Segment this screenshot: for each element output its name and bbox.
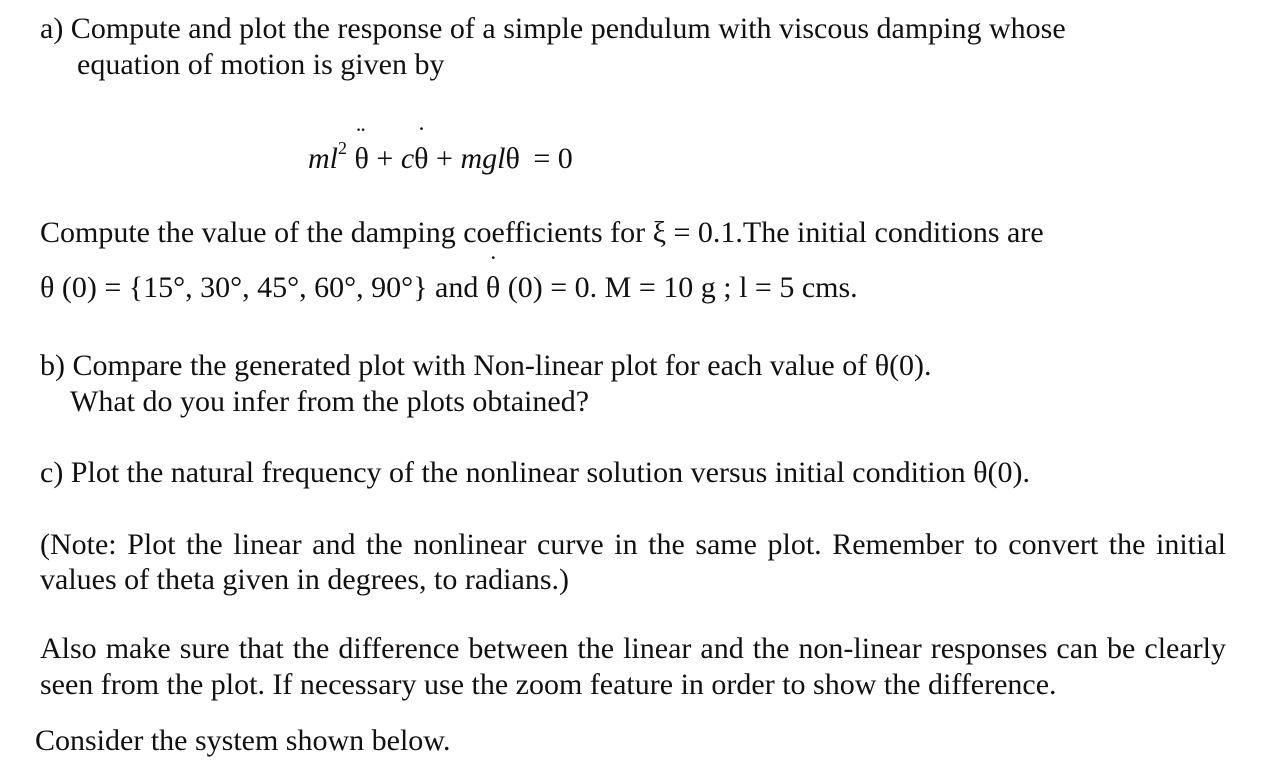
part-a-line-2: equation of motion is given by [77,48,445,81]
also-line-1: Also make sure that the difference between the linear and the non-linear responses can be clearly [40,632,1226,665]
initial-theta-dot-symbol: ˙ θ [486,273,500,303]
eq-rhs: = 0 [525,142,573,175]
compute-line: Compute the value of the damping coefficients for ξ = 0.1.The initial conditions are [40,216,1044,249]
eq-theta-dot: ˙ θ [414,144,428,174]
part-b-line-2: What do you infer from the plots obtained? [70,385,590,418]
eq-mgl: mgl [460,142,506,175]
eq-mass: m [308,142,330,175]
initial-conditions-line [40,273,858,303]
equation-of-motion [308,139,573,174]
also-line-2: seen from the plot. If necessary use the zoom feature in order to show the difference. [40,668,1057,701]
note-line-2: values of theta given in degrees, to radians.) [40,563,569,596]
eq-damping-c: c [400,142,415,175]
eq-theta: θ [505,142,520,175]
eq-theta-double-dot: ¨ θ [355,144,369,174]
part-b-line-1: b) Compare the generated plot with Non-linear plot for each value of θ(0). [40,349,932,382]
initial-parameters: (0) = 0. M = 10 g ; l = 5 cms. [500,271,858,304]
eq-plus-2: + [428,142,461,175]
eq-length: l [329,142,339,175]
eq-plus-1: + [368,142,401,175]
part-c-line-1: c) Plot the natural frequency of the nonlinear solution versus initial condition θ(0). [40,456,1030,489]
eq-exponent: 2 [338,138,348,158]
note-line-1: (Note: Plot the linear and the nonlinear curve in the same plot. Remember to convert the initial [40,528,1226,561]
part-a-line-1: a) Compute and plot the response of a simple pendulum with viscous damping whose [40,12,1066,45]
consider-line: Consider the system shown below. [35,724,451,757]
initial-theta-values: θ (0) = {15°, 30°, 45°, 60°, 90°} and [40,271,486,304]
